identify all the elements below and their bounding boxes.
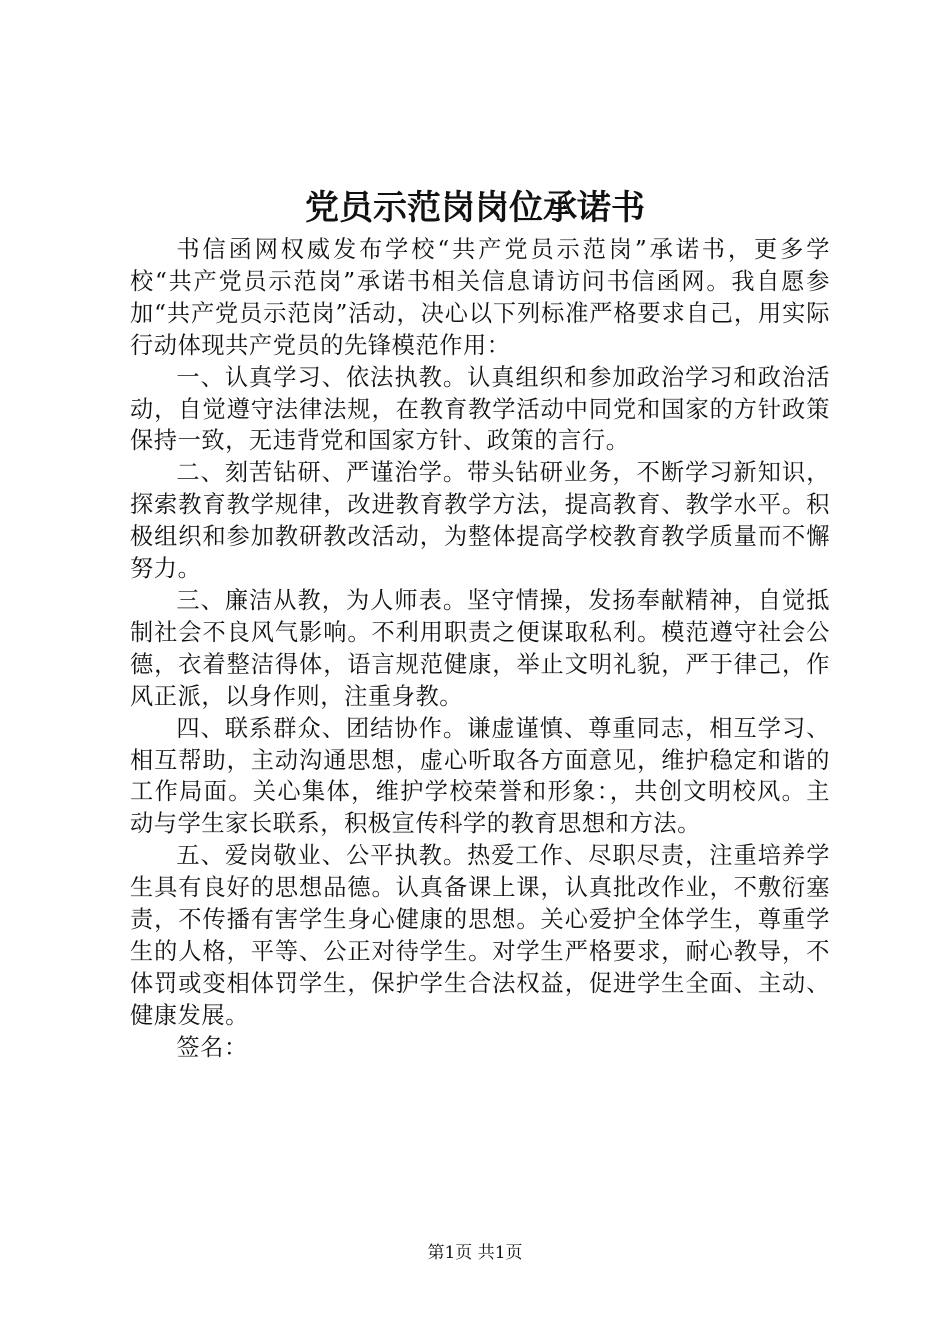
commitment-paragraph-5: 五、爱岗敬业、公平执教。热爱工作、尽职尽责，注重培养学生具有良好的思想品德。认真备课上课，认真批改作业，不敷衍塞责，不传播有害学生身心健康的思想。关心爱护全体学生，尊重学生的人格，平等、公正对待学生。对学生严格要求，耐心教导，不体罚或变相体罚学生，保护学生合法权益，促进学生全面、主动、健康发展。	[130, 842, 830, 1029]
document-body	[130, 234, 830, 1064]
commitment-paragraph-3: 三、廉洁从教，为人师表。坚守情操，发扬奉献精神，自觉抵制社会不良风气影响。不利用职责之便谋取私利。模范遵守社会公德，衣着整洁得体，语言规范健康，举止文明礼貌，严于律己，作风正派，以身作则，注重身教。	[130, 586, 830, 710]
page-footer: 第1页 共1页	[427, 1243, 523, 1263]
commitment-paragraph-2: 二、刻苦钻研、严谨治学。带头钻研业务，不断学习新知识，探索教育教学规律，改进教育教学方法，提高教育、教学水平。积极组织和参加教研教改活动，为整体提高学校教育教学质量而不懈努力。	[130, 459, 830, 583]
intro-paragraph: 书信函网权威发布学校“共产党员示范岗”承诺书，更多学校“共产党员示范岗”承诺书相关信息请访问书信函网。我自愿参加“共产党员示范岗”活动，决心以下列标准严格要求自己，用实际行动体现共产党员的先锋模范作用：	[130, 236, 830, 359]
document-title: 党员示范岗岗位承诺书	[305, 188, 645, 228]
commitment-paragraph-1: 一、认真学习、依法执教。认真组织和参加政治学习和政治活动，自觉遵守法律法规，在教育教学活动中同党和国家的方针政策保持一致，无违背党和国家方针、政策的言行。	[130, 363, 830, 455]
commitment-paragraph-4: 四、联系群众、团结协作。谦虚谨慎、尊重同志，相互学习、相互帮助，主动沟通思想，虚心听取各方面意见，维护稳定和谐的工作局面。关心集体，维护学校荣誉和形象：，共创文明校风。主动与学生家长联系，积极宣传科学的教育思想和方法。	[130, 714, 830, 838]
signature-label: 签名：	[176, 1033, 248, 1061]
